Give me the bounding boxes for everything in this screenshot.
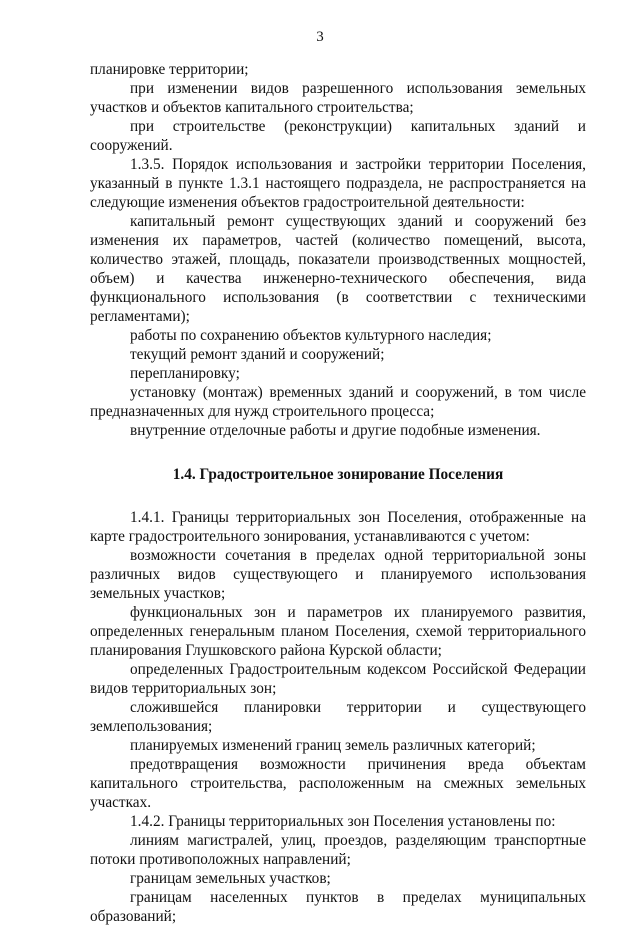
paragraph-group-top — [90, 60, 586, 440]
paragraph: при строительстве (реконструкции) капитальных зданий и сооружений. — [90, 118, 586, 154]
paragraph-group-bottom — [90, 508, 586, 926]
paragraph: линиям магистралей, улиц, проездов, разделяющим транспортные потоки противоположных направлений; — [90, 832, 586, 868]
paragraph: границам населенных пунктов в пределах муниципальных образований; — [90, 889, 586, 925]
paragraph: капитальный ремонт существующих зданий и сооружений без изменения их параметров, частей (количество помещений, высота, количество этажей, площадь, показатели производственных мощностей, объем) и качества инженерно-технического обеспечения, вида функционального использования (в соответствии с техническими регламентами); — [90, 213, 586, 325]
paragraph: при изменении видов разрешенного использования земельных участков и объектов капитального строительства; — [90, 80, 586, 116]
document-body — [90, 60, 586, 926]
paragraph: текущий ремонт зданий и сооружений; — [130, 346, 385, 363]
paragraph: планируемых изменений границ земель различных категорий; — [130, 737, 536, 754]
paragraph: 1.4.1. Границы территориальных зон Поселения, отображенные на карте градостроительного зонирования, устанавливаются с учетом: — [90, 509, 586, 545]
paragraph: внутренние отделочные работы и другие подобные изменения. — [130, 422, 541, 439]
paragraph: 1.3.5. Порядок использования и застройки территории Поселения, указанный в пункте 1.3.1 настоящего подраздела, не распространяется на следующие изменения объектов градостроительной деятельности: — [90, 156, 586, 211]
paragraph: возможности сочетания в пределах одной территориальной зоны различных видов существующего и планируемого использования земельных участков; — [90, 547, 586, 602]
paragraph: планировке территории; — [90, 61, 249, 78]
section-heading: 1.4. Градостроительное зонирование Поселения — [172, 466, 504, 483]
paragraph: определенных Градостроительным кодексом Российской Федерации видов территориальных зон; — [90, 661, 586, 697]
paragraph: предотвращения возможности причинения вреда объектам капитального строительства, расположенным на смежных земельных участках. — [90, 756, 586, 811]
page-number: 3 — [316, 29, 324, 45]
paragraph: 1.4.2. Границы территориальных зон Поселения установлены по: — [130, 813, 556, 830]
paragraph: перепланировку; — [130, 365, 240, 382]
paragraph: работы по сохранению объектов культурного наследия; — [130, 327, 492, 344]
paragraph: установку (монтаж) временных зданий и сооружений, в том числе предназначенных для нужд строительного процесса; — [90, 384, 586, 420]
paragraph: границам земельных участков; — [130, 870, 331, 887]
paragraph: сложившейся планировки территории и существующего землепользования; — [90, 699, 586, 735]
paragraph: функциональных зон и параметров их планируемого развития, определенных генеральным планом Поселения, схемой территориального планирования Глушковского района Курской области; — [90, 604, 586, 659]
